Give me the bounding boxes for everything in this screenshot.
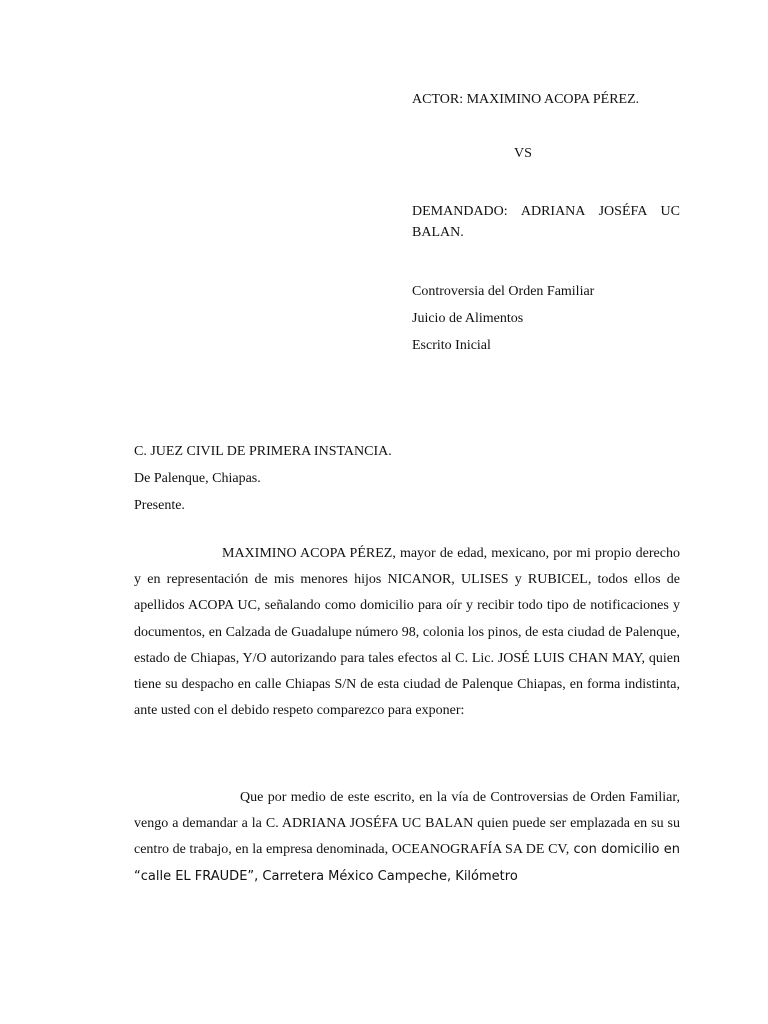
defendant-line: DEMANDADO: ADRIANA JOSÉFA UC (412, 204, 680, 219)
paragraph-2-text: Que por medio de este escrito, en la vía de Controversias de Orden Familiar, vengo a demandar a la C. ADRIANA JOSÉFA UC BALAN quien puede ser emplazada en su su centro de trabajo, en la empresa denominada, OCEANOGRAFÍA SA DE CV, (134, 790, 680, 858)
defendant-line-continued: BALAN. (412, 225, 464, 240)
case-type-block (412, 278, 594, 359)
trial-type: Juicio de Alimentos (412, 311, 524, 326)
document-type: Escrito Inicial (412, 338, 491, 353)
body-paragraph-2 (134, 785, 680, 890)
addressee-judge: C. JUEZ CIVIL DE PRIMERA INSTANCIA. (134, 444, 392, 459)
addressee-location: De Palenque, Chiapas. (134, 471, 261, 486)
body-paragraph-1 (134, 541, 680, 724)
actor-line: ACTOR: MAXIMINO ACOPA PÉREZ. (412, 92, 640, 107)
controversy-type: Controversia del Orden Familiar (412, 284, 595, 299)
paragraph-1-text: MAXIMINO ACOPA PÉREZ, mayor de edad, mexicano, por mi propio derecho y en representación de mis menores hijos NICANOR, ULISES y RUBICEL, todos ellos de apellidos ACOPA UC, señalando como domicilio para oír y recibir todo tipo de notificaciones y documentos, en Calzada de Guadalupe número 98, colonia los pinos, de esta ciudad de Palenque, estado de Chiapas, Y/O autorizando para tales efectos al C. Lic. JOSÉ LUIS CHAN MAY, quien tiene su despacho en calle Chiapas S/N de esta ciudad de Palenque Chiapas, en forma indistinta, ante usted con el debido respeto comparezco para exponer: (134, 546, 680, 719)
addressee-salutation: Presente. (134, 498, 185, 513)
addressee-block (134, 438, 392, 519)
versus-label: VS (514, 146, 532, 161)
paragraph-2-tail-text: con domicilio en “calle EL FRAUDE”, Carretera México Campeche, Kilómetro (134, 842, 680, 884)
